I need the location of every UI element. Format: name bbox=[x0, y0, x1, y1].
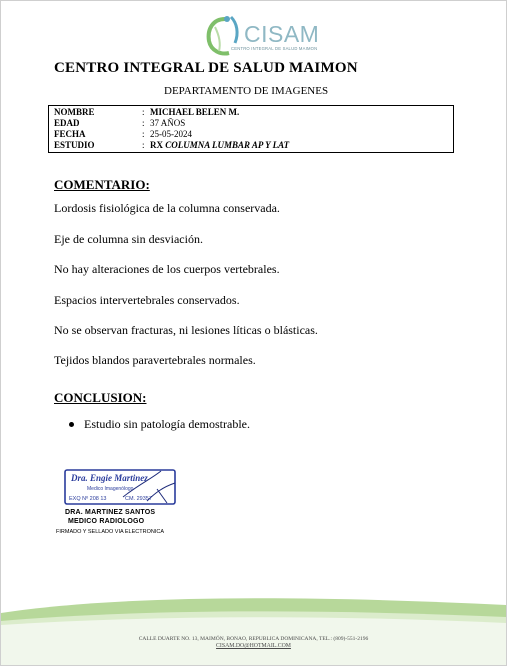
stamp-exq: EXQ Nº 208 13 bbox=[69, 496, 107, 502]
electronic-signature-note: FIRMADO Y SELLADO VIA ELECTRONICA bbox=[56, 529, 164, 535]
stamp-name: Dra. Engie Martinez bbox=[71, 473, 148, 483]
row-label: EDAD bbox=[54, 118, 80, 128]
comentario-line: Lordosis fisiológica de la columna conservada. bbox=[54, 201, 280, 215]
doctor-name: DRA. MARTINEZ SANTOS bbox=[65, 509, 156, 516]
stamp-title: Medico Imagenólogo bbox=[87, 486, 134, 492]
patient-row-date bbox=[54, 129, 192, 140]
doctor-stamp bbox=[63, 467, 181, 507]
patient-row-age bbox=[54, 118, 185, 129]
study-value: COLUMNA LUMBAR AP Y LAT bbox=[165, 140, 290, 150]
department-title: DEPARTAMENTO DE IMAGENES bbox=[164, 85, 329, 97]
cisam-logo bbox=[201, 13, 321, 59]
comentario-line: Tejidos blandos paravertebrales normales. bbox=[54, 353, 256, 367]
comentario-line: Eje de columna sin desviación. bbox=[54, 232, 203, 246]
patient-info-box bbox=[48, 105, 454, 153]
study-date-value: 25-05-2024 bbox=[150, 129, 192, 139]
row-sep: : bbox=[142, 107, 145, 117]
logo-subtitle: CENTRO INTEGRAL DE SALUD MAIMON bbox=[231, 46, 318, 51]
row-sep: : bbox=[142, 118, 145, 128]
row-label: FECHA bbox=[54, 129, 86, 139]
comentario-line: No hay alteraciones de los cuerpos vertebrales. bbox=[54, 262, 280, 276]
logo-wordmark: CISAM bbox=[244, 21, 320, 47]
row-sep: : bbox=[142, 140, 145, 150]
conclusion-text: Estudio sin patología demostrable. bbox=[84, 417, 250, 431]
study-prefix: RX bbox=[150, 140, 163, 150]
footer-address: CALLE DUARTE NO. 13, MAIMÓN, BONAO, REPUBLICA DOMINICANA, TEL.: (809)-551-2196 bbox=[138, 636, 369, 642]
conclusion-heading: CONCLUSION: bbox=[54, 390, 147, 405]
clinic-title: CENTRO INTEGRAL DE SALUD MAIMON bbox=[54, 60, 358, 76]
patient-age-value: 37 AÑOS bbox=[150, 118, 186, 128]
patient-row-name bbox=[54, 107, 239, 118]
comentario-line: Espacios intervertebrales conservados. bbox=[54, 293, 240, 307]
doctor-role: MEDICO RADIOLOGO bbox=[68, 518, 145, 525]
bullet-dot-icon bbox=[69, 422, 74, 427]
row-sep: : bbox=[142, 129, 145, 139]
comentario-heading: COMENTARIO: bbox=[54, 177, 150, 192]
conclusion-item bbox=[69, 417, 250, 432]
patient-row-study bbox=[54, 140, 289, 151]
footer-email[interactable]: CISAM.DO@HOTMAIL.COM bbox=[216, 643, 291, 649]
row-label: ESTUDIO bbox=[54, 140, 95, 150]
comentario-line: No se observan fracturas, ni lesiones líticas o blásticas. bbox=[54, 323, 318, 337]
footer-wave bbox=[1, 591, 506, 665]
row-label: NOMBRE bbox=[54, 107, 95, 117]
stamp-cm: CM. 29357 bbox=[125, 496, 152, 502]
patient-name-value: MICHAEL BELEN M. bbox=[150, 107, 240, 117]
